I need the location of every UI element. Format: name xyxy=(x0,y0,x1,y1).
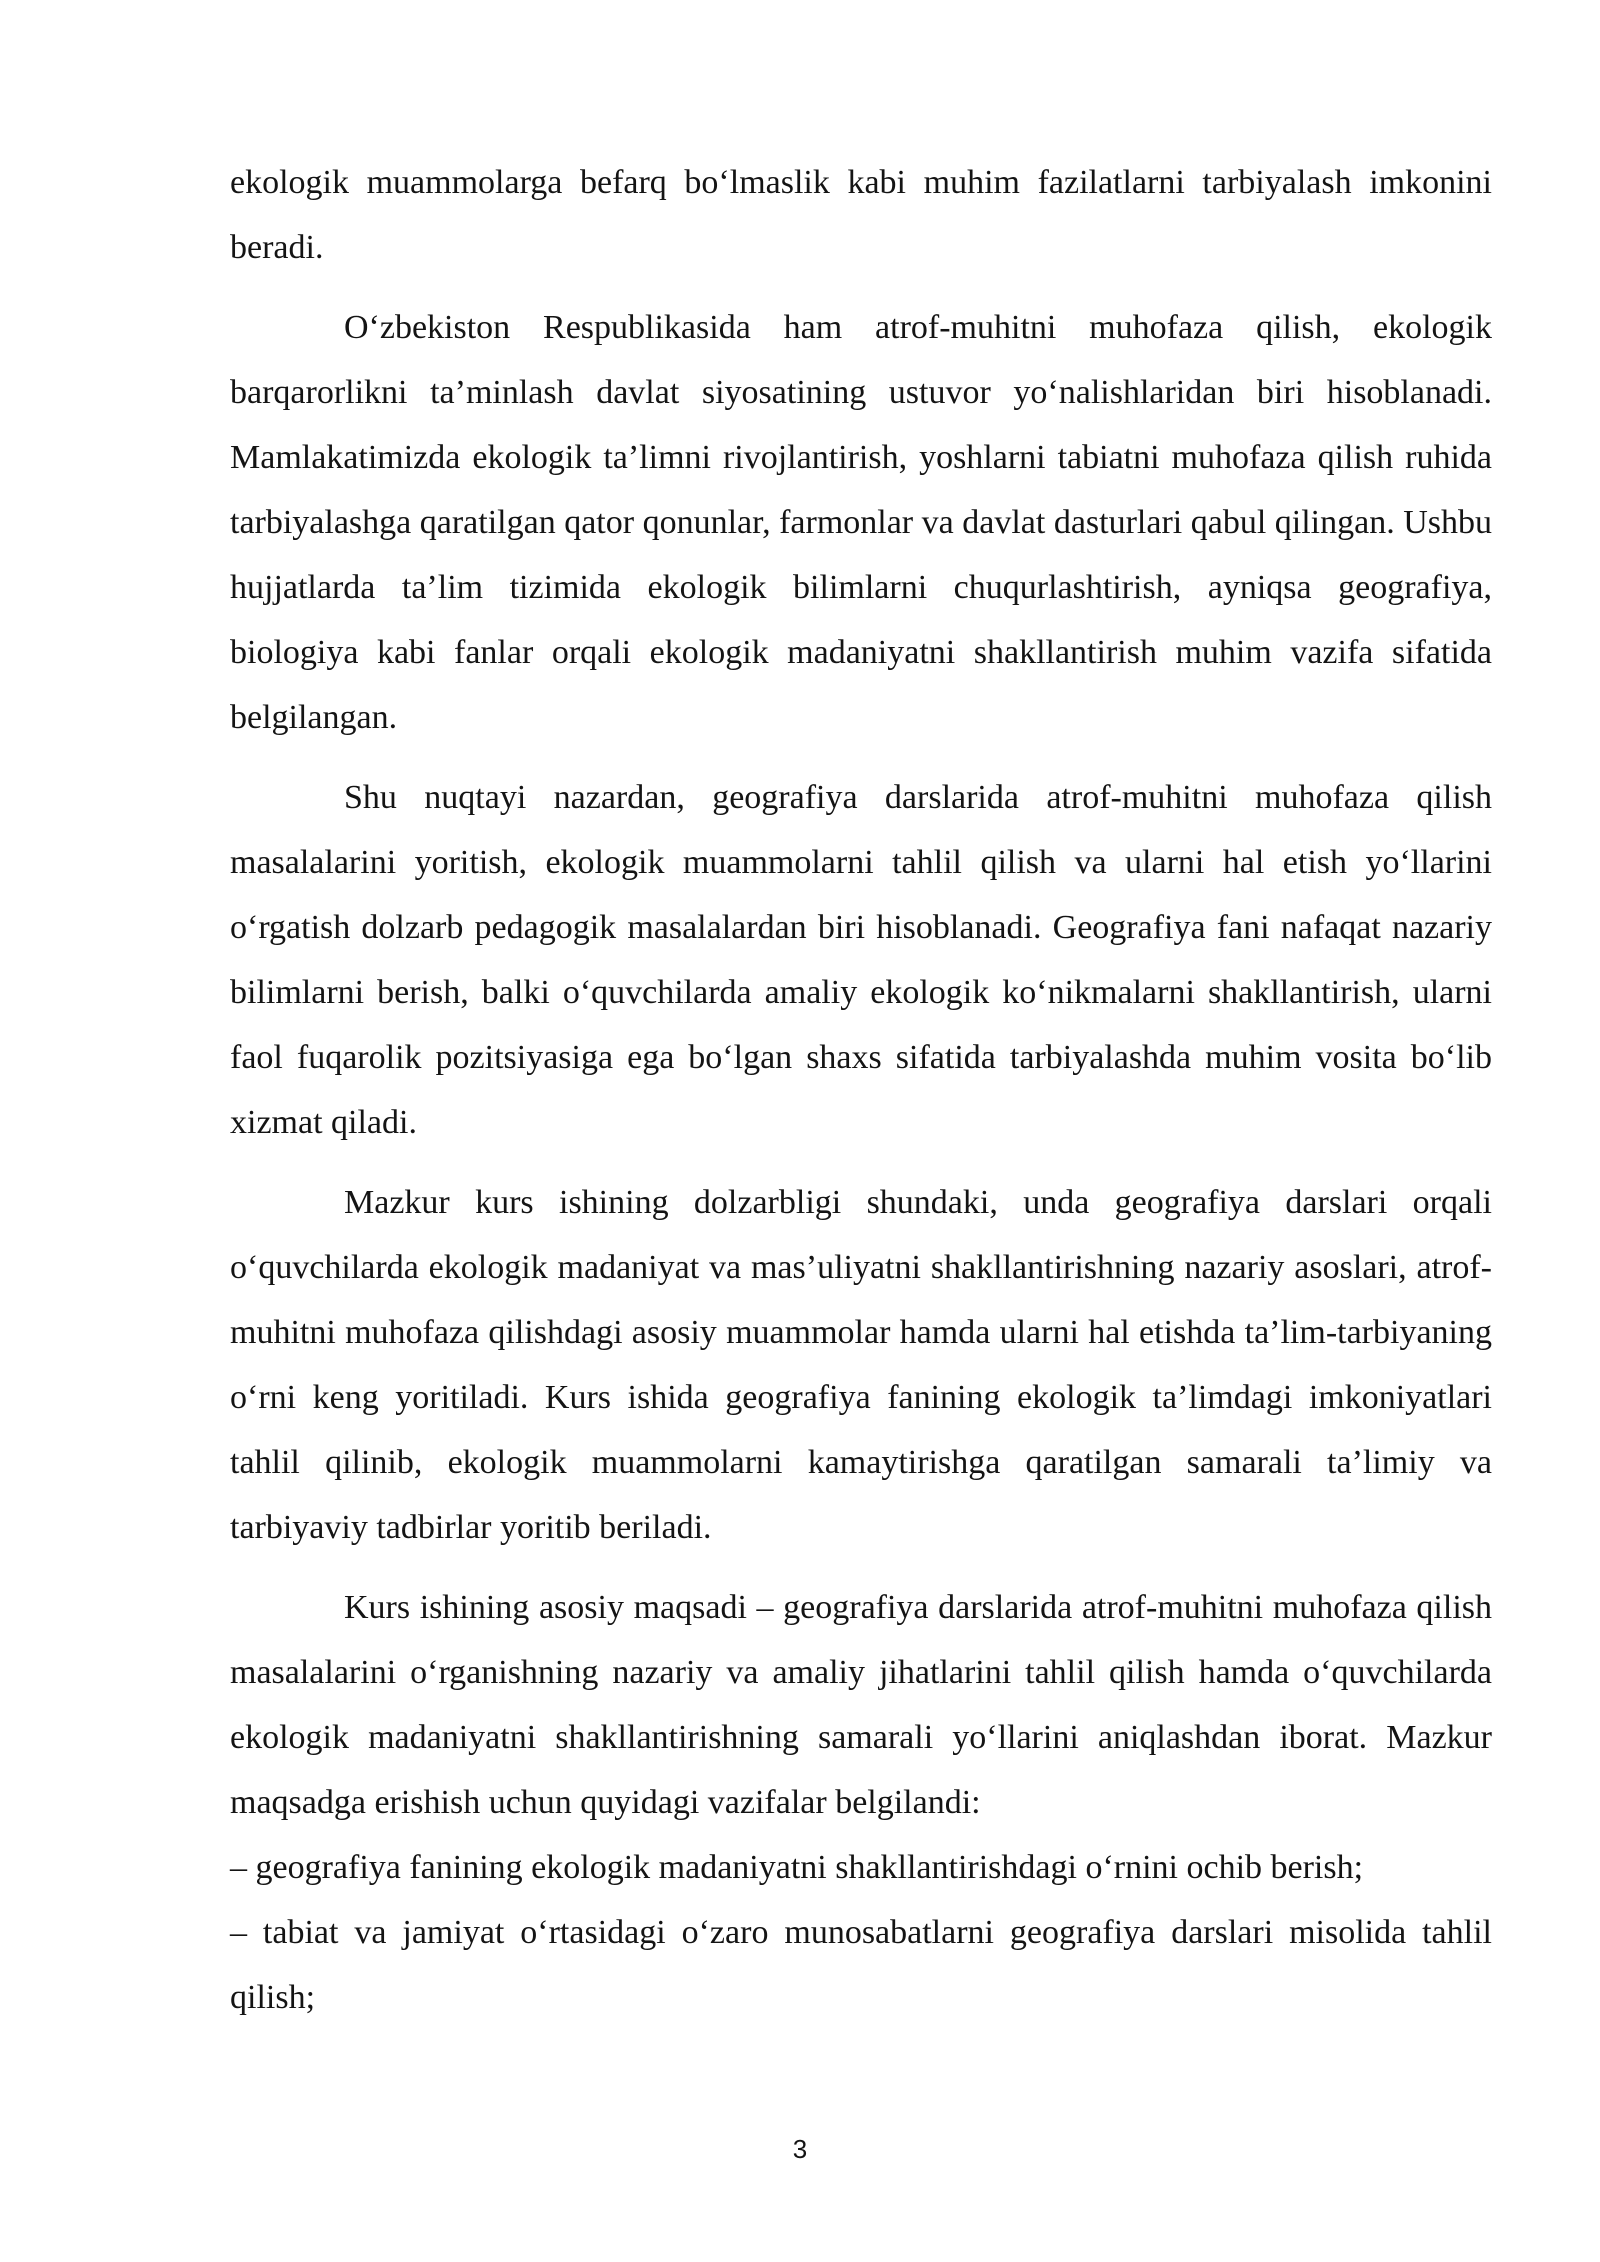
paragraph-text: Kurs ishining asosiy maqsadi – geografiya darslarida atrof-muhitni muhofaza qilish masalalarini oʻrganishning nazariy va amaliy jihatlarini tahlil qilish hamda oʻquvchilarda ekologik madaniyatni shakllantirishning samarali yoʻllarini aniqlashdan iborat. Mazkur maqsadga erishish uchun quyidagi vazifalar belgilandi: xyxy=(230,1589,1492,1821)
paragraph: Shu nuqtayi nazardan, geografiya darslarida atrof-muhitni muhofaza qilish masalalarini yoritish, ekologik muammolarni tahlil qilish va ularni hal etish yoʻllarini oʻrgatish dolzarb pedagogik masalalardan biri hisoblanadi. Geografiya fani nafaqat nazariy bilimlarni berish, balki oʻquvchilarda amaliy ekologik koʻnikmalarni shakllantirish, ularni faol fuqarolik pozitsiyasiga ega boʻlgan shaxs sifatida tarbiyalashda muhim vosita boʻlib xizmat qiladi. xyxy=(230,779,1492,1141)
paragraph: Mazkur kurs ishining dolzarbligi shundaki, unda geografiya darslari orqali oʻquvchilarda ekologik madaniyat va mas’uliyatni shakllantirishning nazariy asoslari, atrof-muhitni muhofaza qilishdagi asosiy muammolar hamda ularni hal etishda ta’lim-tarbiyaning oʻrni keng yoritiladi. Kurs ishida geografiya fanining ekologik ta’limdagi imkoniyatlari tahlil qilinib, ekologik muammolarni kamaytirishga qaratilgan samarali ta’limiy va tarbiyaviy tadbirlar yoritib beriladi. xyxy=(230,1184,1492,1546)
list-item: – tabiat va jamiyat oʻrtasidagi oʻzaro munosabatlarni geografiya darslari misolida tahlil qilish; xyxy=(230,1914,1492,2016)
list-item: – geografiya fanining ekologik madaniyatni shakllantirishdagi oʻrnini ochib berish; xyxy=(230,1849,1364,1886)
paragraph: ekologik muammolarga befarq boʻlmaslik kabi muhim fazilatlarni tarbiyalash imkonini beradi. xyxy=(230,164,1492,266)
page-number: 3 xyxy=(792,2134,808,2164)
paragraph: Oʻzbekiston Respublikasida ham atrof-muhitni muhofaza qilish, ekologik barqarorlikni ta’minlash davlat siyosatining ustuvor yoʻnalishlaridan biri hisoblanadi. Mamlakatimizda ekologik ta’limni rivojlantirish, yoshlarni tabiatni muhofaza qilish ruhida tarbiyalashga qaratilgan qator qonunlar, farmonlar va davlat dasturlari qabul qilingan. Ushbu hujjatlarda ta’lim tizimida ekologik bilimlarni chuqurlashtirish, ayniqsa geografiya, biologiya kabi fanlar orqali ekologik madaniyatni shakllantirish muhim vazifa sifatida belgilangan. xyxy=(230,309,1492,736)
paragraph-with-list xyxy=(230,1575,1492,2030)
body-text xyxy=(230,150,1492,2030)
